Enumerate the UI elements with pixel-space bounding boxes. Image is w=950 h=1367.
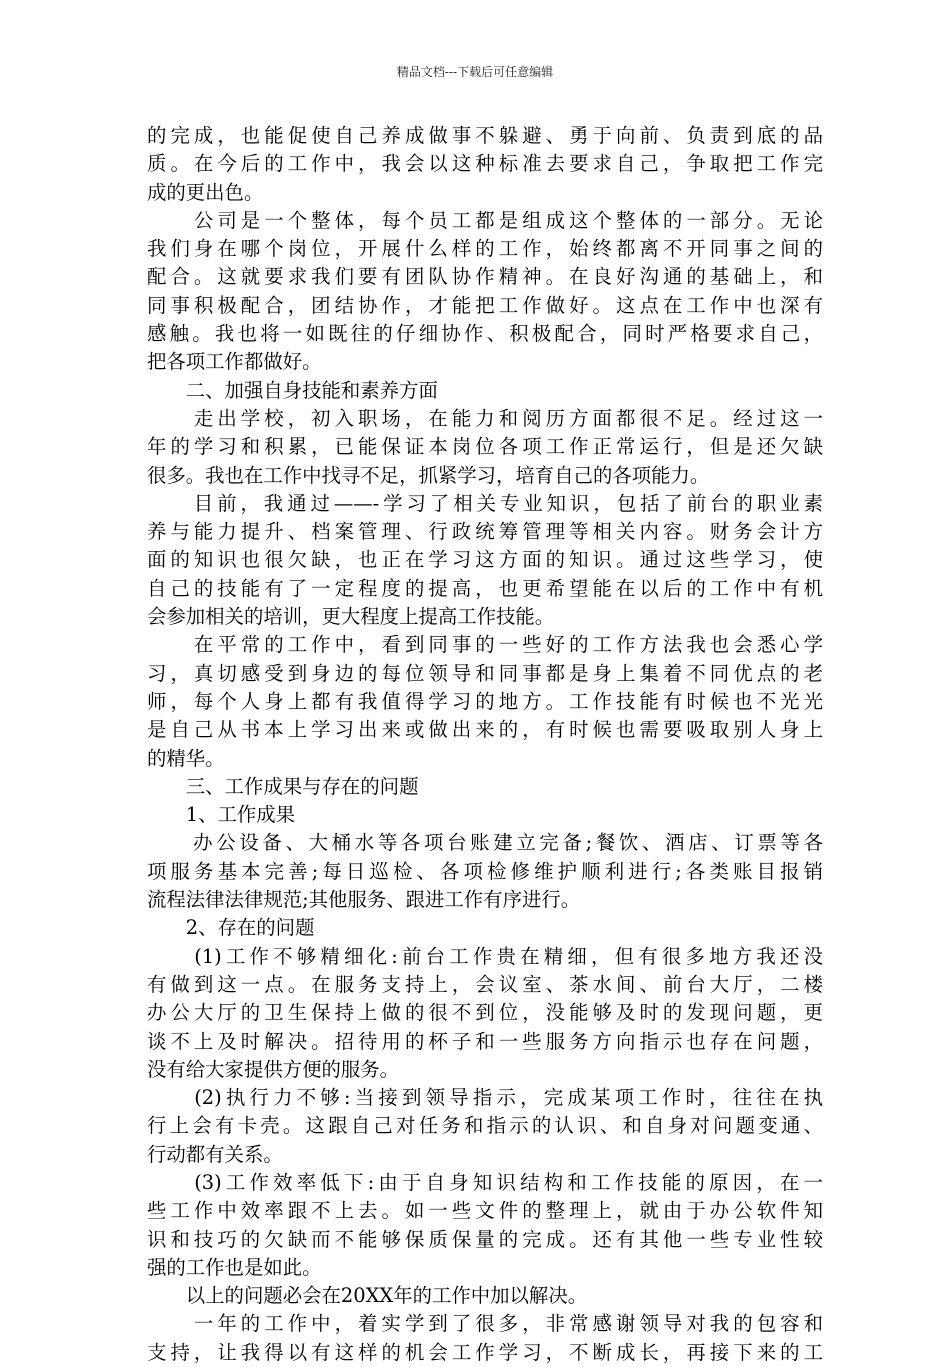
text-line: 很多。我也在工作中找寻不足，抓紧学习，培育自己的各项能力。: [147, 463, 710, 487]
text-line: 二、加强自身技能和素养方面: [147, 378, 438, 402]
text-line: 同事积极配合，团结协作，才能把工作做好。这点在工作中也深有: [147, 293, 823, 317]
text-line: 行动都有关系。: [147, 1142, 283, 1166]
text-line: 2、存在的问题: [147, 916, 315, 940]
text-line: 的完成，也能促使自己养成做事不躲避、勇于向前、负责到底的品: [147, 124, 823, 147]
text-line: (3)工作效率低下:由于自身知识结构和工作技能的原因，在一: [147, 1170, 823, 1194]
text-line: 我们身在哪个岗位，开展什么样的工作，始终都离不开同事之间的: [147, 237, 823, 261]
text-line: 配合。这就要求我们要有团队协作精神。在良好沟通的基础上，和: [147, 265, 823, 289]
text-line: 会参加相关的培训，更大程度上提高工作技能。: [147, 605, 555, 629]
text-line: 有做到这一点。在服务支持上，会议室、茶水间、前台大厅，二楼: [147, 972, 823, 996]
text-line: 项服务基本完善;每日巡检、各项检修维护顺利进行;各类账目报销: [147, 859, 823, 883]
text-line: 是自己从书本上学习出来或做出来的，有时候也需要吸取别人身上: [147, 718, 823, 742]
text-line: 在平常的工作中，看到同事的一些好的工作方法我也会悉心学: [147, 633, 823, 657]
text-line: 一年的工作中，着实学到了很多，非常感谢领导对我的包容和: [147, 1312, 823, 1336]
text-line: 自己的技能有了一定程度的提高，也更希望能在以后的工作中有机: [147, 576, 823, 600]
text-line: 习，真切感受到身边的每位领导和同事都是身上集着不同优点的老: [147, 661, 823, 685]
text-line: 目前，我通过——-学习了相关专业知识，包括了前台的职业素: [147, 491, 823, 515]
page-header: 精品文档---下载后可任意编辑: [396, 65, 554, 79]
text-line: 没有给大家提供方便的服务。: [147, 1057, 400, 1081]
document-body: [147, 122, 823, 1367]
text-line: 三、工作成果与存在的问题: [147, 774, 419, 798]
text-line: 师，每个人身上都有我值得学习的地方。工作技能有时候也不光光: [147, 689, 823, 713]
text-line: 强的工作也是如此。: [147, 1255, 322, 1279]
text-line: 把各项工作都做好。: [147, 350, 322, 374]
text-line: 1、工作成果: [147, 803, 296, 827]
text-line: 些工作中效率跟不上去。如一些文件的整理上，就由于办公软件知: [147, 1199, 823, 1223]
text-line: 养与能力提升、档案管理、行政统筹管理等相关内容。财务会计方: [147, 520, 823, 544]
text-line: 走出学校，初入职场，在能力和阅历方面都很不足。经过这一: [147, 406, 823, 430]
text-line: 质。在今后的工作中，我会以这种标准去要求自己，争取把工作完: [147, 152, 823, 176]
text-line: 成的更出色。: [147, 180, 264, 204]
text-line: 办公大厅的卫生保持上做的很不到位，没能够及时的发现问题，更: [147, 1001, 823, 1025]
text-line: 流程法律法律规范;其他服务、跟进工作有序进行。: [147, 888, 581, 912]
text-line: 支持，让我得以有这样的机会工作学习，不断成长，再接下来的工: [147, 1340, 823, 1364]
text-line: 以上的问题必会在20XX年的工作中加以解决。: [147, 1284, 588, 1308]
text-line: 公司是一个整体，每个员工都是组成这个整体的一部分。无论: [147, 208, 823, 232]
text-line: 感触。我也将一如既往的仔细协作、积极配合，同时严格要求自己，: [147, 322, 823, 346]
text-line: 面的知识也很欠缺，也正在学习这方面的知识。通过这些学习，使: [147, 548, 823, 572]
text-line: 识和技巧的欠缺而不能够保质保量的完成。还有其他一些专业性较: [147, 1227, 823, 1251]
text-line: (2)执行力不够:当接到领导指示，完成某项工作时，往往在执: [147, 1086, 823, 1110]
text-line: 行上会有卡壳。这跟自己对任务和指示的认识、和自身对问题变通、: [147, 1114, 823, 1138]
text-line: 年的学习和积累，已能保证本岗位各项工作正常运行，但是还欠缺: [147, 435, 823, 459]
text-line: 谈不上及时解决。招待用的杯子和一些服务方向指示也存在问题，: [147, 1029, 823, 1053]
text-line: 办公设备、大桶水等各项台账建立完备;餐饮、酒店、订票等各: [147, 831, 823, 855]
text-line: 的精华。: [147, 746, 225, 770]
text-line: (1)工作不够精细化:前台工作贵在精细，但有很多地方我还没: [147, 944, 823, 968]
